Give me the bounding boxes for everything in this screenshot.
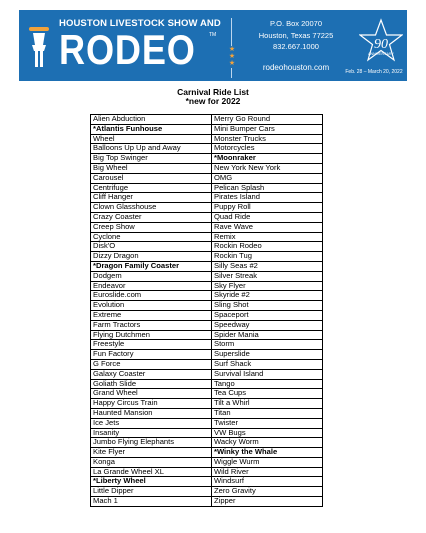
table-row — [91, 389, 323, 399]
ride-name-left: Big Wheel — [91, 163, 212, 173]
stars-decoration — [227, 46, 237, 67]
table-row — [91, 291, 323, 301]
ride-name-right: New York New York — [212, 163, 323, 173]
ride-name-right: Spaceport — [212, 310, 323, 320]
table-row — [91, 310, 323, 320]
ride-name-left: Wheel — [91, 134, 212, 144]
document-subtitle: *new for 2022 — [185, 96, 241, 106]
ride-table-body — [91, 115, 323, 507]
ride-name-left: Jumbo Flying Elephants — [91, 438, 212, 448]
ride-name-right: Silver Streak — [212, 271, 323, 281]
ride-name-right: Zero Gravity — [212, 487, 323, 497]
table-row — [91, 203, 323, 213]
carnival-ride-table — [90, 114, 323, 507]
ride-name-left: Big Top Swinger — [91, 154, 212, 164]
table-row — [91, 448, 323, 458]
ride-name-right: Storm — [212, 340, 323, 350]
ride-name-right: Surf Shack — [212, 359, 323, 369]
ride-name-right: Remix — [212, 232, 323, 242]
ride-name-left: Cyclone — [91, 232, 212, 242]
table-row — [91, 428, 323, 438]
ride-name-right: Wiggle Wurm — [212, 457, 323, 467]
ride-name-right: Spider Mania — [212, 330, 323, 340]
ride-name-right: Silly Seas #2 — [212, 261, 323, 271]
table-row — [91, 173, 323, 183]
star-icon: ★ — [228, 46, 236, 53]
table-row — [91, 124, 323, 134]
po-box: P.O. Box 20070 — [270, 19, 322, 28]
ride-name-right: Merry Go Round — [212, 115, 323, 125]
ride-name-left: Crazy Coaster — [91, 212, 212, 222]
ride-name-left: Konga — [91, 457, 212, 467]
ride-name-left: Creep Show — [91, 222, 212, 232]
ride-name-right: Quad Ride — [212, 212, 323, 222]
ride-name-right: Skyride #2 — [212, 291, 323, 301]
ride-name-left: Cliff Hanger — [91, 193, 212, 203]
table-row — [91, 467, 323, 477]
table-row — [91, 271, 323, 281]
table-row — [91, 242, 323, 252]
ride-name-left: Fun Factory — [91, 350, 212, 360]
ride-name-left: La Grande Wheel XL — [91, 467, 212, 477]
svg-text:90: 90 — [374, 37, 388, 52]
90th-anniversary-star-logo — [359, 18, 403, 70]
website-link[interactable]: rodeohouston.com — [262, 62, 330, 72]
rodeo-cowboy-emblem-icon — [29, 25, 49, 67]
ride-name-right: *Moonraker — [212, 154, 323, 164]
ride-name-left: Evolution — [91, 301, 212, 311]
ride-name-right: Sling Shot — [212, 301, 323, 311]
ride-name-right: OMG — [212, 173, 323, 183]
divider-bottom — [231, 68, 232, 78]
ride-name-right: Wacky Worm — [212, 438, 323, 448]
ride-name-right: Tea Cups — [212, 389, 323, 399]
ride-name-left: Goliath Slide — [91, 379, 212, 389]
table-row — [91, 477, 323, 487]
ride-name-right: Speedway — [212, 320, 323, 330]
table-row — [91, 350, 323, 360]
table-row — [91, 497, 323, 507]
organization-name: HOUSTON LIVESTOCK SHOW AND — [59, 18, 221, 29]
ride-name-left: Dodgem — [91, 271, 212, 281]
ride-name-left: Dizzy Dragon — [91, 252, 212, 262]
ride-name-left: Insanity — [91, 428, 212, 438]
ride-name-left: Freestyle — [91, 340, 212, 350]
table-row — [91, 408, 323, 418]
ride-name-left: Carousel — [91, 173, 212, 183]
ride-name-left: *Liberty Wheel — [91, 477, 212, 487]
ride-name-right: Monster Trucks — [212, 134, 323, 144]
ride-name-left: Flying Dutchmen — [91, 330, 212, 340]
table-row — [91, 144, 323, 154]
table-row — [91, 379, 323, 389]
table-row — [91, 369, 323, 379]
trademark-mark: TM — [209, 32, 217, 38]
ride-name-left: Little Dipper — [91, 487, 212, 497]
ride-name-left: Galaxy Coaster — [91, 369, 212, 379]
city-address: Houston, Texas 77225 — [258, 30, 334, 40]
table-row — [91, 252, 323, 262]
document-title-block — [0, 88, 426, 106]
ride-name-left: Centrifuge — [91, 183, 212, 193]
ride-name-right: Zipper — [212, 497, 323, 507]
ride-name-right: Pelican Splash — [212, 183, 323, 193]
table-row — [91, 340, 323, 350]
table-row — [91, 261, 323, 271]
ride-name-right: Motorcycles — [212, 144, 323, 154]
ride-name-right: Rockin Tug — [212, 252, 323, 262]
table-row — [91, 330, 323, 340]
ride-name-right: Rockin Rodeo — [212, 242, 323, 252]
svg-text:ANNIVERSARY: ANNIVERSARY — [368, 52, 394, 56]
ride-name-left: Balloons Up Up and Away — [91, 144, 212, 154]
ride-name-left: Endeavor — [91, 281, 212, 291]
star-icon: ★ — [228, 53, 236, 60]
ride-name-left: Grand Wheel — [91, 389, 212, 399]
table-row — [91, 301, 323, 311]
ride-name-left: Farm Tractors — [91, 320, 212, 330]
rodeo-wordmark: RODEO — [59, 26, 196, 73]
table-row — [91, 418, 323, 428]
ride-name-right: Puppy Roll — [212, 203, 323, 213]
table-row — [91, 154, 323, 164]
ride-name-left: Extreme — [91, 310, 212, 320]
ride-name-right: Superslide — [212, 350, 323, 360]
table-row — [91, 134, 323, 144]
divider-top — [231, 18, 232, 46]
contact-block — [241, 18, 351, 73]
ride-name-right: Titan — [212, 408, 323, 418]
ride-name-right: Tango — [212, 379, 323, 389]
ride-name-right: VW Bugs — [212, 428, 323, 438]
ride-name-left: Alien Abduction — [91, 115, 212, 125]
table-row — [91, 163, 323, 173]
table-row — [91, 281, 323, 291]
ride-name-right: *Winky the Whale — [212, 448, 323, 458]
ride-name-right: Pirates Island — [212, 193, 323, 203]
table-row — [91, 359, 323, 369]
event-dates: Feb. 28 – March 20, 2022 — [345, 69, 403, 75]
table-row — [91, 487, 323, 497]
ride-name-left: Kite Flyer — [91, 448, 212, 458]
ride-name-right: Mini Bumper Cars — [212, 124, 323, 134]
ride-name-left: Mach 1 — [91, 497, 212, 507]
ride-name-right: Wild River — [212, 467, 323, 477]
table-row — [91, 320, 323, 330]
table-row — [91, 212, 323, 222]
ride-name-left: Haunted Mansion — [91, 408, 212, 418]
star-icon: ★ — [228, 60, 236, 67]
table-row — [91, 457, 323, 467]
ride-name-left: G Force — [91, 359, 212, 369]
table-row — [91, 222, 323, 232]
ride-name-right: Rave Wave — [212, 222, 323, 232]
ride-name-left: Disk'O — [91, 242, 212, 252]
phone-number: 832.667.1000 — [273, 42, 319, 51]
document-title: Carnival Ride List — [177, 87, 249, 97]
ride-name-left: Happy Circus Train — [91, 399, 212, 409]
table-row — [91, 183, 323, 193]
ride-name-right: Tilt a Whirl — [212, 399, 323, 409]
ride-name-left: *Dragon Family Coaster — [91, 261, 212, 271]
table-row — [91, 232, 323, 242]
ride-name-right: Windsurf — [212, 477, 323, 487]
ride-name-left: Clown Glasshouse — [91, 203, 212, 213]
table-row — [91, 399, 323, 409]
ride-name-left: Ice Jets — [91, 418, 212, 428]
header-banner — [19, 10, 407, 81]
ride-name-right: Survival Island — [212, 369, 323, 379]
table-row — [91, 115, 323, 125]
ride-name-right: Sky Flyer — [212, 281, 323, 291]
ride-name-left: *Atlantis Funhouse — [91, 124, 212, 134]
table-row — [91, 193, 323, 203]
ride-name-left: Euroslide.com — [91, 291, 212, 301]
table-row — [91, 438, 323, 448]
ride-name-right: Twister — [212, 418, 323, 428]
